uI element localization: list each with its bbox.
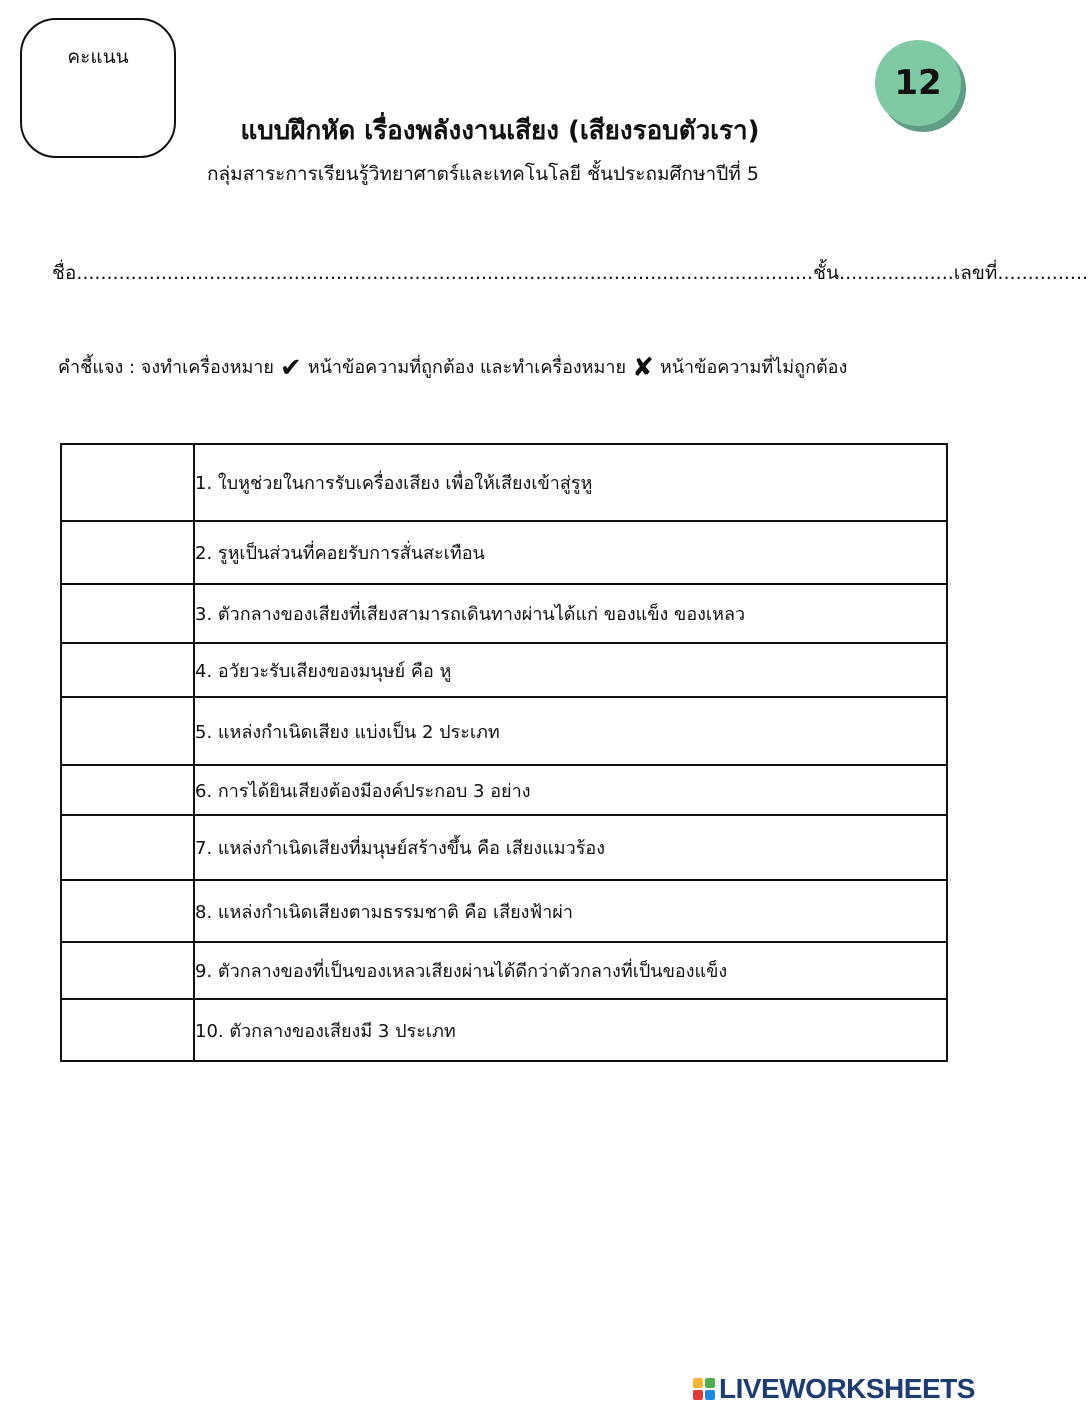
check-mark-icon: ✔	[279, 353, 302, 383]
quiz-row	[61, 999, 947, 1061]
statement-text: 3. ตัวกลางของเสียงที่เสียงสามารถเดินทางผ่านได้แก่ ของแข็ง ของเหลว	[194, 584, 947, 643]
answer-box[interactable]	[61, 942, 194, 999]
quiz-row	[61, 880, 947, 942]
student-info-line	[52, 258, 1088, 288]
statement-text: 1. ใบหูช่วยในการรับเครื่องเสียง เพื่อให้เสียงเข้าสู่รูหู	[194, 444, 947, 521]
statement-text: 5. แหล่งกำเนิดเสียง แบ่งเป็น 2 ประเภท	[194, 697, 947, 765]
quiz-row	[61, 643, 947, 697]
answer-box[interactable]	[61, 584, 194, 643]
answer-box[interactable]	[61, 643, 194, 697]
statement-text: 8. แหล่งกำเนิดเสียงตามธรรมชาติ คือ เสียงฟ้าผ่า	[194, 880, 947, 942]
number-field[interactable]: ...............	[997, 262, 1088, 284]
statement-text: 9. ตัวกลางของที่เป็นของเหลวเสียงผ่านได้ดีกว่าตัวกลางที่เป็นของแข็ง	[194, 942, 947, 999]
answer-box[interactable]	[61, 521, 194, 584]
answer-box[interactable]	[61, 815, 194, 880]
answer-box[interactable]	[61, 697, 194, 765]
worksheet-subtitle: กลุ่มสาระการเรียนรู้วิทยาศาตร์และเทคโนโลยี ชั้นประถมศึกษาปีที่ 5	[207, 163, 759, 185]
instruction-lead: คำชี้แจง : จงทำเครื่องหมาย	[58, 357, 274, 378]
quiz-row	[61, 815, 947, 880]
answer-box[interactable]	[61, 444, 194, 521]
answer-box[interactable]	[61, 765, 194, 815]
instruction	[58, 352, 978, 383]
statement-text: 4. อวัยวะรับเสียงของมนุษย์ คือ หู	[194, 643, 947, 697]
class-field[interactable]: ...................	[839, 262, 954, 284]
quiz-row	[61, 584, 947, 643]
name-label: ชื่อ	[52, 262, 77, 284]
cross-mark-icon: ✘	[632, 353, 654, 383]
class-label: ชั้น	[813, 262, 840, 284]
score-label: คะแนน	[67, 46, 129, 68]
liveworksheets-logo-icon	[693, 1378, 715, 1400]
quiz-row	[61, 942, 947, 999]
answer-box[interactable]	[61, 880, 194, 942]
liveworksheets-watermark	[693, 1374, 975, 1404]
quiz-row	[61, 697, 947, 765]
watermark-text: LIVEWORKSHEETS	[719, 1373, 975, 1404]
number-label: เลขที่	[953, 262, 998, 284]
statement-text: 6. การได้ยินเสียงต้องมีองค์ประกอบ 3 อย่าง	[194, 765, 947, 815]
instruction-tail: หน้าข้อความที่ไม่ถูกต้อง	[659, 357, 848, 378]
answer-box[interactable]	[61, 999, 194, 1061]
instruction-middle: หน้าข้อความที่ถูกต้อง และทำเครื่องหมาย	[307, 357, 627, 378]
quiz-row	[61, 765, 947, 815]
statement-text: 10. ตัวกลางของเสียงมี 3 ประเภท	[194, 999, 947, 1061]
quiz-row	[61, 444, 947, 521]
quiz-row	[61, 521, 947, 584]
quiz-table	[60, 443, 948, 1062]
statement-text: 7. แหล่งกำเนิดเสียงที่มนุษย์สร้างขึ้น คือ เสียงแมวร้อง	[194, 815, 947, 880]
page-number-badge: 12	[875, 40, 961, 126]
worksheet-title: แบบฝึกหัด เรื่องพลังงานเสียง (เสียงรอบตัวเรา)	[240, 116, 760, 146]
statement-text: 2. รูหูเป็นส่วนที่คอยรับการสั่นสะเทือน	[194, 521, 947, 584]
name-field[interactable]: ..........................................................................................................................	[76, 262, 814, 284]
